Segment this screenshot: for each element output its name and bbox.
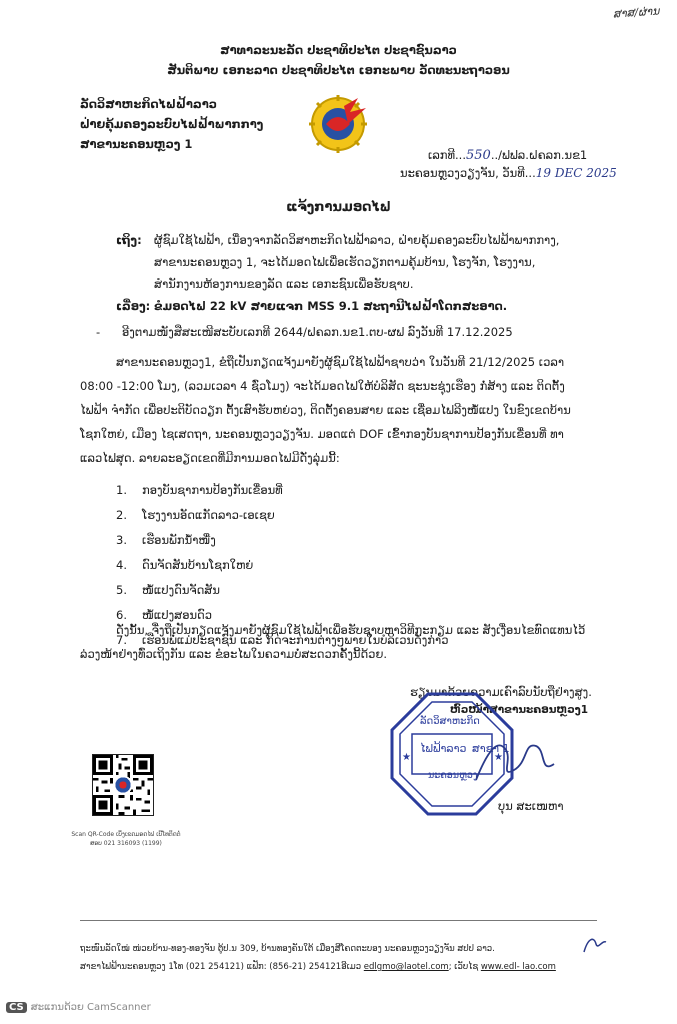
corner-handwritten-note: ສາສ/ຜ່ານ	[612, 4, 660, 21]
reference-line: ອີງຕາມໜັງສືສະເໜີສະບັບເລກທີ 2644/ຝຄລກ.ນຂ1.ຕບ-ຜຟ ລົງວັນທີ 17.12.2025	[122, 325, 513, 339]
org-line2: ຝ່າຍຄຸ້ມຄອງລະບົບໄຟຟ້າພາກກາງ	[80, 117, 264, 131]
list-item: 1. ກອງບັນຊາການປ້ອງກັນເຂື່ອນທີ່	[116, 483, 283, 497]
signature-icon	[470, 730, 560, 790]
svg-text:★: ★	[494, 752, 503, 763]
ref-number	[428, 148, 587, 164]
list-item: 7. ເຮືອນພໍ່ແມ່ປະຊາຊົນ ແລະ ກິດຈະການຕ່າງໆພາຍໃນບໍລິເວນດັ່ງກ່າວ	[116, 633, 449, 647]
body-line4: ໂຊກໃຫຍ່, ເມືອງ ໄຊເສດຖາ, ນະຄອນຫຼວງວຽງຈັນ. ມອດແຕ່ DOF ເຂົ້າກອງບັນຊາການປ້ອງກັນເຂື່ອນທີ່ ທາ	[80, 427, 564, 441]
body-line3: ໄຟຟ້າ ຈໍາກັດ ເພື່ອປະຕິບັດວຽກ ຕັ້ງເສົາຮັບຫຍ່ວງ, ຕິດຕັ້ງຄອນສາຍ ແລະ ເຊື່ອມໄຟລີງໜໍ້ແປງ ໃນຂົງເຂດບ້ານ	[80, 403, 571, 417]
subject-label: ເລື່ອງ:	[116, 299, 151, 313]
svg-text:★: ★	[402, 752, 411, 763]
national-header-line2: ສັນຕິພາບ ເອກະລາດ ປະຊາທິປະໄຕ ເອກະພາບ ວັດທະນະຖາວອນ	[167, 63, 510, 77]
footer-initial-mark-icon	[580, 934, 610, 956]
to-label: ເຖິງ:	[116, 233, 142, 247]
closing-line2: ລ່ວງໜ້າຢ່າງທົ່ວເຖິງກັນ ແລະ ຂໍອະໄພໃນຄວາມບໍ່ສະດວກຄັ້ງນີ້ດ້ວຍ.	[80, 647, 388, 661]
stamp-number-text: ສາຂາ 1	[472, 742, 510, 755]
footer-address: ຖະໜົນລັດໃໝ່ ໜ່ວຍບ້ານ-ທອງ-ທອງຈັນ ຕູ້ປ.ນ 309, ບ້ານທອງຄັນໃຕ້ ເມືອງສີໂຄດຕະບອງ ນະຄອນຫຼວງວຽງຈັນ ສປປ ລາວ.	[80, 944, 495, 954]
body-line2: 08:00 -12:00 ໂມງ, (ລວມເວລາ 4 ຊົ່ວໂມງ) ຈະໄດ້ມອດໄຟໃຫ້ບໍລິສັດ ຊະນະຊຸ່ງເຮືອງ ກໍ່ສ້າງ ແລະ ຕິດຕັ້ງ	[80, 379, 565, 393]
reference-dash: -	[96, 325, 101, 339]
national-header-line1: ສາທາລະນະລັດ ປະຊາທິປະໄຕ ປະຊາຊົນລາວ	[220, 43, 457, 57]
qr-code-icon[interactable]	[92, 754, 154, 816]
stamp-bottom-text: ນະຄອນຫຼວງ	[428, 770, 478, 781]
regards-text: ຮຽນມາດ້ວຍຄວາມເຄົາລົບນັບຖືຢ່າງສູງ.	[410, 685, 592, 699]
edl-logo-icon	[300, 94, 376, 154]
org-line3: ສາຂານະຄອນຫຼວງ 1	[80, 137, 193, 151]
org-line1: ລັດວິສາຫະກິດໄຟຟ້າລາວ	[80, 97, 217, 111]
footer-contact-mid: ; ເວັບໄຊ	[448, 962, 481, 972]
body-line5: ແລວໄຟສຸດ. ລາຍລະອຽດເຂດທີ່ມີການມອດໄຟມີດັ່ງລຸ່ມນີ້:	[80, 451, 340, 465]
signatory-title: ຫົວໜ້າສາຂານະຄອນຫຼວງ1	[450, 704, 589, 716]
subject-text: ຂໍມອດໄຟ 22 kV ສາຍແຈກ MSS 9.1 ສະຖານີໄຟຟ້າໂດກສະອາດ.	[154, 299, 508, 313]
closing-line1: ດັ່ງນັ້ນ, ຈື່ງຖືເປັນກຽດແຈ້ງມາຍັງຜູ້ຊົມໃຊ້ໄຟຟ້າເພື່ອຮັບຊາບຫາວິທີກະກຽມ ແລະ ສັງເງື່ອນໄຂທົດແທນໄວ້	[116, 623, 586, 637]
ref-number-label: ເລກທີ...	[428, 148, 466, 162]
document-title: ແຈ້ງການມອດໄຟ	[286, 200, 391, 215]
footer-divider	[80, 920, 597, 921]
to-line2: ສາຂານະຄອນຫຼວງ 1, ຈະໄດ້ມອດໄຟເພື່ອເຮັດວຽກຕາມຄຸ້ມບ້ານ, ໂຮງຈັກ, ໂຮງງານ,	[154, 255, 536, 269]
ref-date-value: 19 DEC 2025	[535, 166, 617, 180]
to-line3: ສໍານັກງານຫ້ອງການຂອງລັດ ແລະ ເອກະຊົນເພື່ອຮັບຊາບ.	[154, 277, 414, 291]
camscanner-badge: CS	[6, 1002, 27, 1013]
footer-email-link[interactable]: edlgmo@laotel.com	[363, 962, 449, 972]
footer-website-link[interactable]: www.edl- lao.com	[480, 962, 556, 972]
footer-contact-prefix: ສາຂາໄຟຟ້ານະຄອນຫຼວງ 1ໂທ (021 254121) ແຟັກ: (856-21) 254121ອີເມວ	[80, 962, 364, 972]
list-item: 3. ເຮືອນພັກນໍ້າໜື່ງ	[116, 533, 216, 547]
body-line1: ສາຂານະຄອນຫຼວງ1, ຂໍຖືເປັນກຽດແຈ້ງມາຍັງຜູ້ຊົມໃຊ້ໄຟຟ້າຊາບວ່າ ໃນວັນທີ 21/12/2025 ເວລາ	[116, 355, 565, 369]
to-line1: ຜູ້ຊົມໃຊ້ໄຟຟ້າ, ເນື່ອງຈາກລັດວິສາຫະກິດໄຟຟ້າລາວ, ຝ່າຍຄຸ້ມຄອງລະບົບໄຟຟ້າພາກກາງ,	[154, 233, 560, 247]
signatory-name: ບຸນ ສະເໜຫາ	[498, 799, 564, 813]
ref-number-suffix: ../ຟຟລ.ຝຄລກ.ນຂ1	[490, 148, 588, 162]
stamp-top-text: ລັດວິສາຫະກິດ	[420, 716, 480, 727]
ref-number-value: 550	[466, 148, 491, 163]
list-item: 5. ໜໍ້ແປງດົນຈັດສັນ	[116, 583, 220, 597]
ref-date	[400, 166, 617, 181]
camscanner-text: ສະແກນດ້ວຍ CamScanner	[30, 1002, 151, 1013]
stamp-mid-text: ໄຟຟ້າລາວ	[420, 742, 467, 755]
ref-date-label: ນະຄອນຫຼວງວຽງຈັນ, ວັນທີ...	[400, 166, 536, 180]
footer-contact	[80, 962, 556, 972]
list-item: 4. ດົນຈັດສັນບ້ານໂຊກໃຫຍ່	[116, 558, 254, 572]
list-item: 6. ໜໍ້ແປງສອນດົວ	[116, 608, 213, 622]
qr-caption: Scan QR-Code ເບິ່ງເຂດມອດໄຟ ເບີໂທຕິດຕໍ່ສອບ 021 316093 (1199)	[71, 831, 181, 847]
camscanner-watermark	[6, 1002, 151, 1013]
list-item: 2. ໂຮງງານອັດແກັດລາວ-ເອເຊຍ	[116, 508, 275, 522]
